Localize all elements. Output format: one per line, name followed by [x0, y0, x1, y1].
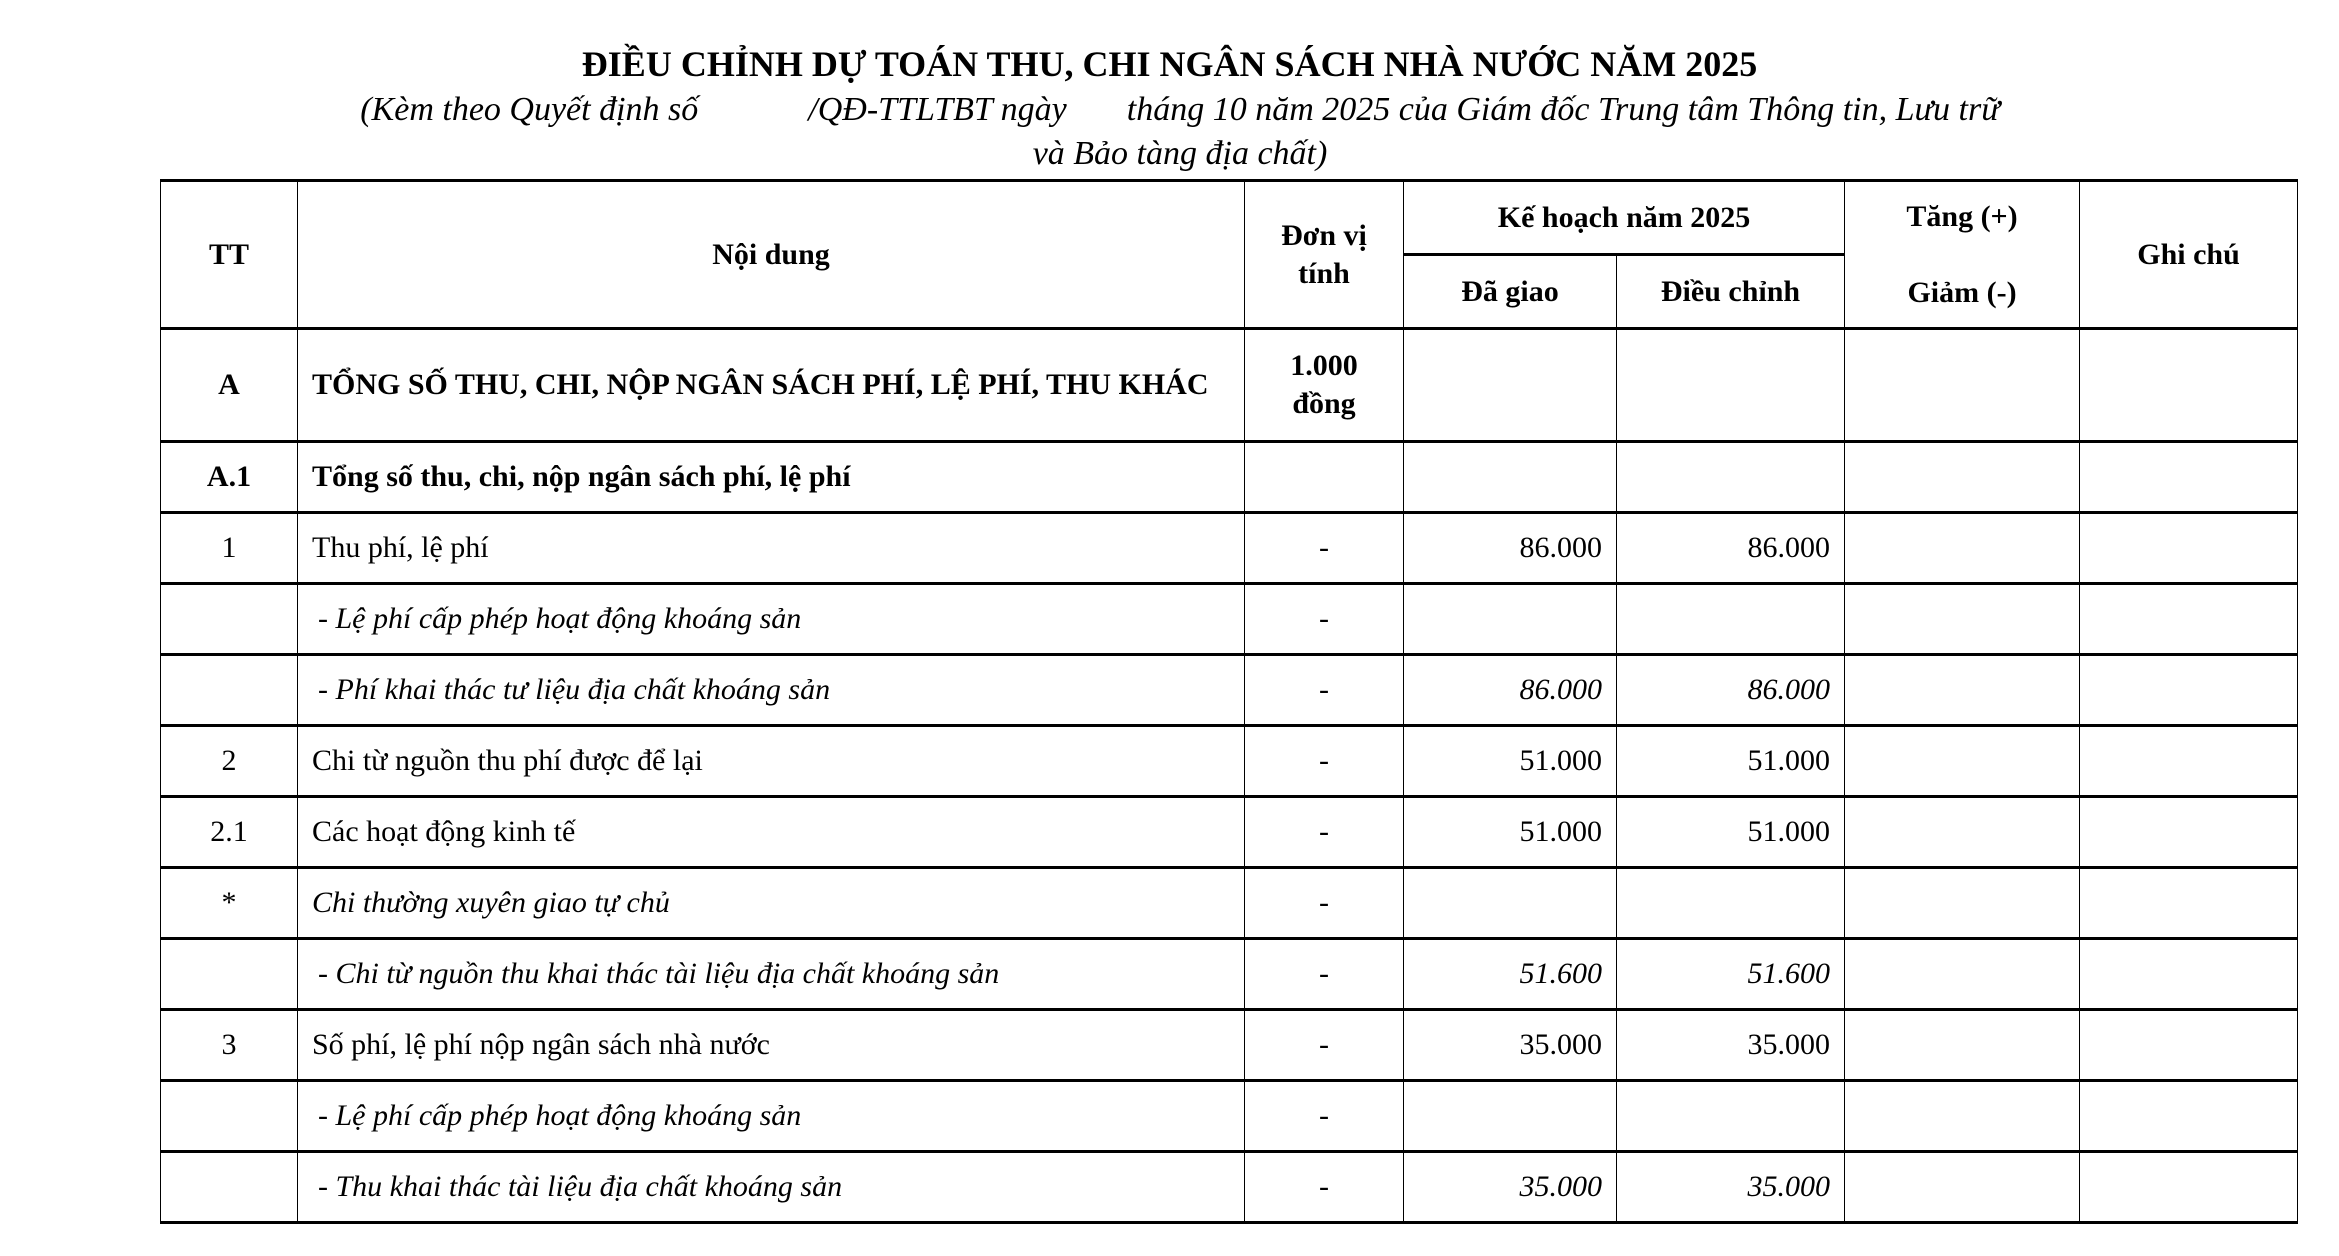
cell-note — [2080, 939, 2298, 1010]
table-row — [161, 1152, 2298, 1223]
cell-note — [2080, 442, 2298, 513]
cell-content: Chi thường xuyên giao tự chủ — [298, 868, 1245, 939]
cell-tt: 2 — [161, 726, 298, 797]
cell-content: - Lệ phí cấp phép hoạt động khoáng sản — [298, 584, 1245, 655]
header-assigned: Đã giao — [1404, 255, 1617, 329]
cell-tt — [161, 1081, 298, 1152]
cell-assigned: 86.000 — [1404, 513, 1617, 584]
cell-unit: 1.000 đồng — [1245, 329, 1404, 442]
cell-adjusted — [1617, 1081, 1845, 1152]
cell-tt — [161, 584, 298, 655]
cell-unit — [1245, 442, 1404, 513]
table-row — [161, 655, 2298, 726]
cell-unit: - — [1245, 584, 1404, 655]
cell-adjusted: 86.000 — [1617, 655, 1845, 726]
cell-change — [1845, 939, 2080, 1010]
cell-unit: - — [1245, 513, 1404, 584]
cell-note — [2080, 329, 2298, 442]
table-row — [161, 513, 2298, 584]
cell-content: - Chi từ nguồn thu khai thác tài liệu địa chất khoáng sản — [298, 939, 1245, 1010]
cell-content: Chi từ nguồn thu phí được để lại — [298, 726, 1245, 797]
cell-change — [1845, 1152, 2080, 1223]
table-row — [161, 1010, 2298, 1081]
header-content: Nội dung — [298, 181, 1245, 329]
cell-change — [1845, 329, 2080, 442]
cell-unit: - — [1245, 1010, 1404, 1081]
cell-adjusted — [1617, 442, 1845, 513]
cell-unit: - — [1245, 797, 1404, 868]
cell-tt: 2.1 — [161, 797, 298, 868]
table-row — [161, 939, 2298, 1010]
cell-assigned — [1404, 1081, 1617, 1152]
cell-change — [1845, 584, 2080, 655]
table-row — [161, 1081, 2298, 1152]
cell-assigned — [1404, 329, 1617, 442]
cell-tt — [161, 939, 298, 1010]
cell-note — [2080, 1081, 2298, 1152]
cell-content: TỔNG SỐ THU, CHI, NỘP NGÂN SÁCH PHÍ, LỆ PHÍ, THU KHÁC — [298, 329, 1245, 442]
header-tt: TT — [161, 181, 298, 329]
cell-content: Thu phí, lệ phí — [298, 513, 1245, 584]
cell-tt: 3 — [161, 1010, 298, 1081]
cell-adjusted: 51.600 — [1617, 939, 1845, 1010]
cell-tt: * — [161, 868, 298, 939]
cell-adjusted: 51.000 — [1617, 726, 1845, 797]
cell-adjusted: 51.000 — [1617, 797, 1845, 868]
cell-change — [1845, 655, 2080, 726]
header-note: Ghi chú — [2080, 181, 2298, 329]
cell-assigned — [1404, 584, 1617, 655]
cell-change — [1845, 868, 2080, 939]
cell-note — [2080, 797, 2298, 868]
cell-unit: - — [1245, 939, 1404, 1010]
cell-note — [2080, 868, 2298, 939]
cell-note — [2080, 584, 2298, 655]
cell-assigned: 35.000 — [1404, 1152, 1617, 1223]
document-subtitle — [230, 88, 2130, 176]
cell-change — [1845, 513, 2080, 584]
cell-assigned — [1404, 442, 1617, 513]
cell-content: Tổng số thu, chi, nộp ngân sách phí, lệ phí — [298, 442, 1245, 513]
cell-assigned: 35.000 — [1404, 1010, 1617, 1081]
cell-tt: 1 — [161, 513, 298, 584]
cell-content: Các hoạt động kinh tế — [298, 797, 1245, 868]
cell-tt — [161, 1152, 298, 1223]
subtitle-part1: (Kèm theo Quyết định số — [360, 91, 699, 128]
table-row — [161, 868, 2298, 939]
cell-note — [2080, 726, 2298, 797]
subtitle-part3: tháng 10 năm 2025 của Giám đốc Trung tâm Thông tin, Lưu trữ — [1126, 91, 2000, 128]
budget-table — [160, 179, 2298, 1224]
cell-tt: A.1 — [161, 442, 298, 513]
cell-note — [2080, 1152, 2298, 1223]
cell-unit: - — [1245, 1152, 1404, 1223]
header-adjusted: Điều chỉnh — [1617, 255, 1845, 329]
cell-note — [2080, 513, 2298, 584]
cell-assigned: 51.600 — [1404, 939, 1617, 1010]
cell-content: - Lệ phí cấp phép hoạt động khoáng sản — [298, 1081, 1245, 1152]
cell-tt: A — [161, 329, 298, 442]
cell-content: - Thu khai thác tài liệu địa chất khoáng sản — [298, 1152, 1245, 1223]
cell-assigned: 86.000 — [1404, 655, 1617, 726]
cell-adjusted — [1617, 329, 1845, 442]
document-title: ĐIỀU CHỈNH DỰ TOÁN THU, CHI NGÂN SÁCH NHÀ NƯỚC NĂM 2025 — [581, 44, 1758, 84]
cell-adjusted: 35.000 — [1617, 1152, 1845, 1223]
cell-change — [1845, 1081, 2080, 1152]
cell-adjusted: 86.000 — [1617, 513, 1845, 584]
header-change: Tăng (+) Giảm (-) — [1845, 181, 2080, 329]
cell-note — [2080, 655, 2298, 726]
cell-tt — [161, 655, 298, 726]
cell-unit: - — [1245, 655, 1404, 726]
table-row-section-a — [161, 329, 2298, 442]
subtitle-line2: và Bảo tàng địa chất) — [1032, 135, 1328, 172]
subtitle-part2: /QĐ-TTLTBT ngày — [808, 91, 1067, 128]
cell-assigned — [1404, 868, 1617, 939]
cell-assigned: 51.000 — [1404, 726, 1617, 797]
cell-change — [1845, 442, 2080, 513]
cell-assigned: 51.000 — [1404, 797, 1617, 868]
table-row — [161, 726, 2298, 797]
header-plan: Kế hoạch năm 2025 — [1404, 181, 1845, 255]
cell-unit: - — [1245, 1081, 1404, 1152]
cell-change — [1845, 797, 2080, 868]
cell-content: Số phí, lệ phí nộp ngân sách nhà nước — [298, 1010, 1245, 1081]
cell-adjusted: 35.000 — [1617, 1010, 1845, 1081]
cell-change — [1845, 726, 2080, 797]
cell-unit: - — [1245, 726, 1404, 797]
cell-content: - Phí khai thác tư liệu địa chất khoáng sản — [298, 655, 1245, 726]
table-row — [161, 584, 2298, 655]
table-row — [161, 442, 2298, 513]
cell-change — [1845, 1010, 2080, 1081]
cell-unit: - — [1245, 868, 1404, 939]
header-unit: Đơn vị tính — [1245, 181, 1404, 329]
cell-adjusted — [1617, 584, 1845, 655]
cell-adjusted — [1617, 868, 1845, 939]
table-row — [161, 797, 2298, 868]
cell-note — [2080, 1010, 2298, 1081]
